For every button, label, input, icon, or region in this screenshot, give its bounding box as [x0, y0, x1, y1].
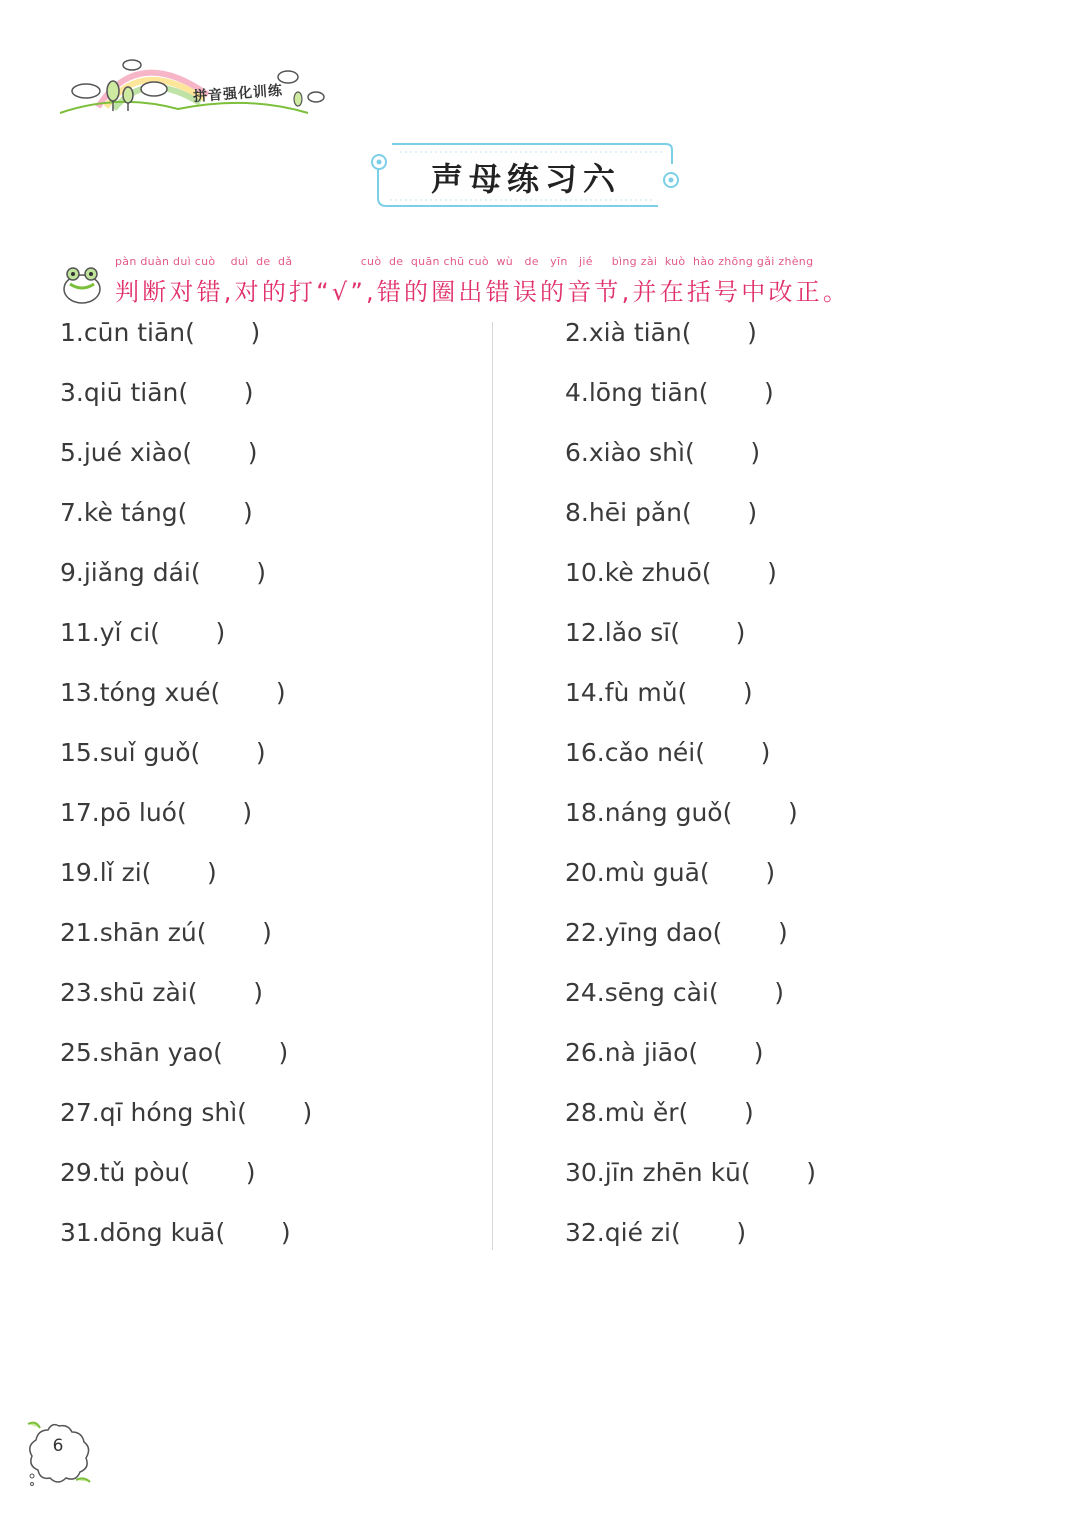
exercise-item-7: 7.kè táng( ) — [60, 498, 253, 527]
column-divider — [492, 322, 493, 1250]
exercise-item-27: 27.qī hóng shì( ) — [60, 1098, 313, 1127]
page-title: 声母练习六 — [430, 160, 621, 198]
exercise-item-13: 13.tóng xué( ) — [60, 678, 286, 707]
exercise-item-14: 14.fù mǔ( ) — [565, 678, 753, 707]
exercise-item-31: 31.dōng kuā( ) — [60, 1218, 291, 1247]
exercise-item-8: 8.hēi pǎn( ) — [565, 498, 758, 527]
exercise-item-28: 28.mù ěr( ) — [565, 1098, 754, 1127]
exercise-item-5: 5.jué xiào( ) — [60, 438, 258, 467]
exercise-item-19: 19.lǐ zi( ) — [60, 858, 217, 887]
frog-icon — [60, 262, 104, 306]
exercise-item-6: 6.xiào shì( ) — [565, 438, 761, 467]
banner-label: 拼音强化训练 — [192, 82, 284, 106]
exercise-item-26: 26.nà jiāo( ) — [565, 1038, 764, 1067]
exercise-item-10: 10.kè zhuō( ) — [565, 558, 777, 587]
exercise-item-30: 30.jīn zhēn kū( ) — [565, 1158, 817, 1187]
exercise-item-1: 1.cūn tiān( ) — [60, 318, 261, 347]
exercise-item-18: 18.náng guǒ( ) — [565, 798, 798, 827]
instruction-pinyin: pàn duàn duì cuò duì de dǎ cuò de quān chū cuò wù de yīn jié bìng zài kuò hào zhōng gǎi zhèng — [115, 255, 814, 268]
exercise-item-11: 11.yǐ ci( ) — [60, 618, 226, 647]
exercise-item-29: 29.tǔ pòu( ) — [60, 1158, 256, 1187]
exercise-item-17: 17.pō luó( ) — [60, 798, 253, 827]
exercise-item-12: 12.lǎo sī( ) — [565, 618, 746, 647]
exercise-item-2: 2.xià tiān( ) — [565, 318, 757, 347]
page-number: 6 — [52, 1436, 64, 1456]
exercise-item-22: 22.yīng dao( ) — [565, 918, 788, 947]
exercise-item-25: 25.shān yao( ) — [60, 1038, 289, 1067]
instruction — [60, 250, 1020, 310]
exercise-item-9: 9.jiǎng dái( ) — [60, 558, 266, 587]
exercise-item-32: 32.qié zi( ) — [565, 1218, 747, 1247]
exercise-item-21: 21.shān zú( ) — [60, 918, 272, 947]
exercise-item-4: 4.lōng tiān( ) — [565, 378, 774, 407]
exercise-item-3: 3.qiū tiān( ) — [60, 378, 254, 407]
instruction-text: 判断对错,对的打“√”,错的圈出错误的音节,并在括号中改正。 — [115, 278, 851, 306]
header-banner — [58, 55, 333, 117]
exercise-item-15: 15.suǐ guǒ( ) — [60, 738, 266, 767]
exercise-item-16: 16.cǎo néi( ) — [565, 738, 771, 767]
exercise-item-20: 20.mù guā( ) — [565, 858, 776, 887]
exercise-item-23: 23.shū zài( ) — [60, 978, 263, 1007]
exercise-item-24: 24.sēng cài( ) — [565, 978, 784, 1007]
title-box — [370, 140, 682, 210]
